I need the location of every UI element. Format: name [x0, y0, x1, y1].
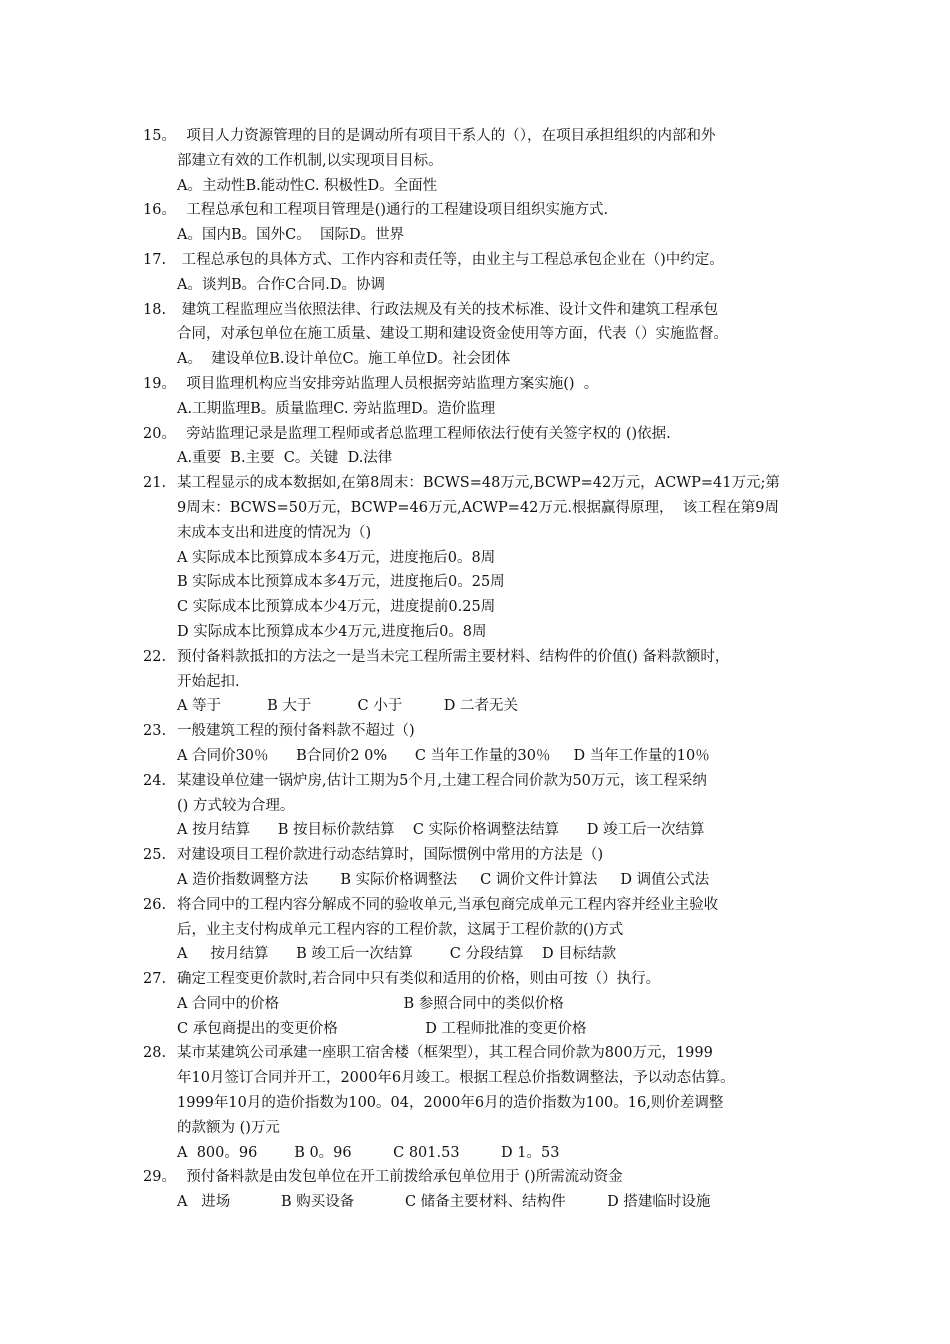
answer-options: D 实际成本比预算成本少4万元,进度拖后0。8周 — [177, 623, 487, 640]
question-stem — [143, 645, 823, 670]
question-stem-continuation — [143, 918, 823, 943]
question-text: 工程总承包和工程项目管理是()通行的工程建设项目组织实施方式. — [177, 202, 609, 219]
question-text: 项目监理机构应当安排旁站监理人员根据旁站监理方案实施() 。 — [177, 375, 599, 392]
answer-options: C 实际成本比预算成本少4万元，进度提前0.25周 — [177, 599, 496, 616]
question-text: 一般建筑工程的预付备料款不超过（) — [177, 723, 415, 740]
answer-options: A。谈判B。合作C合同.D。协调 — [177, 276, 385, 293]
answer-options: B 实际成本比预算成本多4万元，进度拖后0。25周 — [177, 574, 505, 591]
question-text: 某工程显示的成本数据如,在第8周末：BCWS=48万元,BCWP=42万元，ACWP=41万元;第 — [177, 475, 780, 492]
answer-options: A。国内B。国外C。 国际D。世界 — [177, 227, 405, 244]
question-stem — [143, 843, 823, 868]
question-stem — [143, 893, 823, 918]
question-item — [143, 1165, 823, 1215]
question-item — [143, 843, 823, 893]
question-text: 预付备料款抵扣的方法之一是当未完工程所需主要材料、结构件的价值() 备料款额时， — [177, 648, 730, 665]
question-item — [143, 967, 823, 1041]
question-text: 某建设单位建一锅炉房,估计工期为5个月,土建工程合同价款为50万元，该工程采纳 — [177, 772, 707, 789]
question-number: 24. — [143, 772, 167, 789]
question-text: 末成本支出和进度的情况为（) — [177, 524, 372, 541]
answer-options: A。主动性B.能动性C. 积极性D。全面性 — [177, 177, 438, 194]
answer-options: A。 建设单位B.设计单位C。施工单位D。社会团体 — [177, 351, 511, 368]
question-stem-continuation — [143, 322, 823, 347]
question-number: 21. — [143, 475, 167, 492]
question-text: 1999年10月的造价指数为100。04，2000年6月的造价指数为100。16,则价差调整 — [177, 1095, 724, 1112]
answer-options: A 合同中的价格 B 参照合同中的类似价格 — [177, 995, 564, 1012]
question-number: 16。 — [143, 202, 176, 219]
question-item — [143, 471, 823, 645]
question-list — [143, 124, 823, 1215]
question-stem-continuation — [143, 794, 823, 819]
question-number: 19。 — [143, 375, 176, 392]
question-stem — [143, 967, 823, 992]
question-text: 对建设项目工程价款进行动态结算时，国际惯例中常用的方法是（) — [177, 847, 604, 864]
question-number: 20。 — [143, 425, 176, 442]
question-item — [143, 422, 823, 472]
question-number: 15。 — [143, 128, 176, 144]
question-text: 旁站监理记录是监理工程师或者总监理工程师依法行使有关签字权的 ()依据. — [177, 425, 671, 442]
question-stem — [143, 1165, 823, 1190]
question-stem — [143, 248, 823, 273]
answer-options: A 实际成本比预算成本多4万元，进度拖后0。8周 — [177, 549, 496, 566]
question-stem — [143, 124, 823, 149]
answer-options: A.工期监理B。质量监理C. 旁站监理D。造价监理 — [177, 400, 496, 417]
question-stem-continuation — [143, 149, 823, 174]
question-stem — [143, 298, 823, 323]
answer-options: A 造价指数调整方法 B 实际价格调整法 C 调价文件计算法 D 调值公式法 — [177, 871, 710, 888]
answer-options: A 合同价30％ B合同价2 0% C 当年工作量的30％ D 当年工作量的10％ — [177, 747, 710, 764]
question-stem-continuation — [143, 670, 823, 695]
question-stem-continuation — [143, 496, 823, 521]
answer-options: A 800。96 B 0。96 C 801.53 D 1。53 — [177, 1144, 560, 1161]
question-item — [143, 298, 823, 372]
question-stem — [143, 1041, 823, 1066]
question-stem — [143, 769, 823, 794]
question-text: 9周末：BCWS=50万元，BCWP=46万元,ACWP=42万元.根据赢得原理， 该工程在第9周 — [177, 499, 779, 516]
question-text: () 方式较为合理。 — [177, 797, 295, 814]
question-number: 25. — [143, 847, 167, 864]
question-item — [143, 198, 823, 248]
question-number: 29。 — [143, 1169, 176, 1186]
question-number: 17. — [143, 251, 167, 268]
answer-options: A.重要 B.主要 C。关键 D.法律 — [177, 450, 393, 467]
question-item — [143, 1041, 823, 1165]
question-stem-continuation — [143, 1066, 823, 1091]
question-item — [143, 769, 823, 843]
answer-options: A 进场 B 购买设备 C 储备主要材料、结构件 D 搭建临时设施 — [177, 1194, 711, 1211]
question-text: 建筑工程监理应当依照法律、行政法规及有关的技术标准、设计文件和建筑工程承包 — [177, 301, 719, 318]
question-stem — [143, 422, 823, 447]
question-item — [143, 372, 823, 422]
question-text: 合同，对承包单位在施工质量、建设工期和建设资金使用等方面，代表（）实施监督。 — [177, 326, 728, 343]
question-stem-continuation — [143, 1116, 823, 1141]
question-text: 确定工程变更价款时,若合同中只有类似和适用的价格，则由可按（）执行。 — [177, 971, 661, 988]
question-item — [143, 893, 823, 967]
question-number: 26. — [143, 896, 167, 913]
question-stem — [143, 471, 823, 496]
question-text: 年10月签订合同并开工，2000年6月竣工。根据工程总价指数调整法，予以动态估算。 — [177, 1070, 735, 1087]
question-item — [143, 124, 823, 198]
question-stem-continuation — [143, 521, 823, 546]
question-stem-continuation — [143, 1091, 823, 1116]
question-text: 部建立有效的工作机制,以实现项目目标。 — [177, 152, 443, 169]
question-text: 某市某建筑公司承建一座职工宿舍楼（框架型），其工程合同价款为800万元，1999 — [177, 1045, 713, 1062]
answer-options: A 等于 B 大于 C 小于 D 二者无关 — [177, 698, 518, 715]
question-text: 工程总承包的具体方式、工作内容和责任等，由业主与工程总承包企业在（)中约定。 — [177, 251, 724, 268]
question-item — [143, 719, 823, 769]
question-number: 18. — [143, 301, 167, 318]
question-stem — [143, 372, 823, 397]
answer-options: C 承包商提出的变更价格 D 工程师批准的变更价格 — [177, 1020, 587, 1037]
question-number: 28. — [143, 1045, 167, 1062]
question-number: 22. — [143, 648, 167, 665]
question-text: 项目人力资源管理的目的是调动所有项目干系人的（），在项目承担组织的内部和外 — [177, 128, 716, 144]
question-number: 27. — [143, 971, 167, 988]
answer-options: A 按月结算 B 竣工后一次结算 C 分段结算 D 目标结款 — [177, 946, 617, 963]
question-text: 开始起扣. — [177, 673, 240, 690]
question-text: 将合同中的工程内容分解成不同的验收单元,当承包商完成单元工程内容并经业主验收 — [177, 896, 719, 913]
question-item — [143, 248, 823, 298]
question-text: 后，业主支付构成单元工程内容的工程价款，这属于工程价款的()方式 — [177, 921, 624, 938]
question-text: 预付备料款是由发包单位在开工前拨给承包单位用于 ()所需流动资金 — [177, 1169, 623, 1186]
answer-options: A 按月结算 B 按目标价款结算 C 实际价格调整法结算 D 竣工后一次结算 — [177, 822, 705, 839]
question-stem — [143, 198, 823, 223]
question-number: 23. — [143, 723, 167, 740]
question-stem — [143, 719, 823, 744]
question-item — [143, 645, 823, 719]
question-text: 的款额为 ()万元 — [177, 1119, 280, 1136]
